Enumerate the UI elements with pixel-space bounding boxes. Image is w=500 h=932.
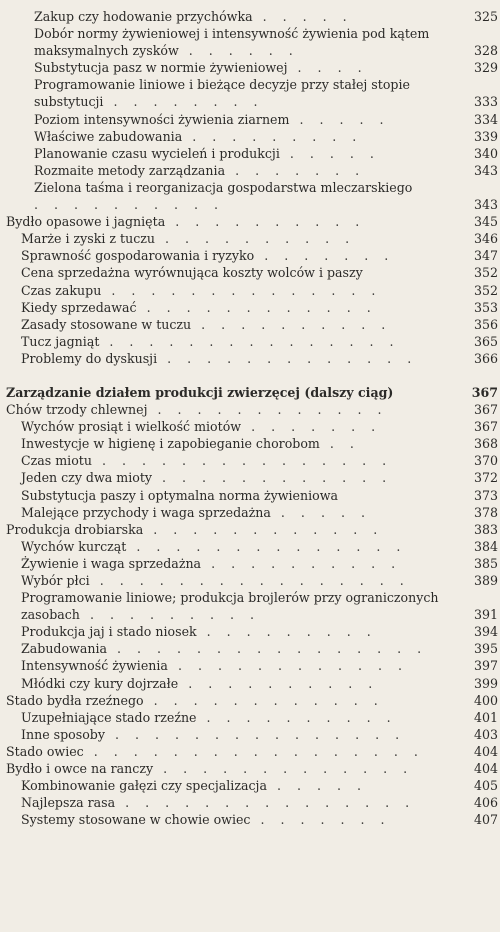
page-number: 389 bbox=[473, 573, 498, 588]
page-number: 343 bbox=[473, 197, 498, 213]
toc-entry bbox=[0, 8, 500, 25]
dot-leader: . . . . . . . . . . . . bbox=[143, 521, 384, 537]
page-number: 325 bbox=[473, 9, 498, 24]
dot-leader: . . . . bbox=[287, 60, 368, 76]
toc-entry bbox=[0, 487, 500, 504]
page-number: 367 bbox=[473, 402, 498, 418]
dot-leader: . . bbox=[319, 436, 360, 452]
page-number: 346 bbox=[473, 231, 498, 247]
page-number: 329 bbox=[473, 60, 498, 76]
toc-entry bbox=[0, 538, 500, 555]
page-number: 333 bbox=[473, 94, 498, 110]
entry-title: Intensywność żywienia bbox=[21, 658, 168, 674]
entry-title: Sprawność gospodarowania i ryzyko bbox=[21, 248, 255, 264]
entry-title: Uzupełniające stado rzeźne bbox=[21, 709, 197, 725]
toc-entry bbox=[0, 230, 500, 247]
page-number: 372 bbox=[473, 470, 498, 486]
entry-title: Właściwe zabudowania bbox=[34, 128, 183, 144]
entry-title: Produkcja drobiarska bbox=[6, 521, 144, 537]
toc-entry bbox=[0, 76, 500, 110]
toc-entry bbox=[0, 572, 500, 589]
toc-entry bbox=[0, 316, 500, 333]
toc-entry bbox=[0, 282, 500, 299]
page-number: 404 bbox=[473, 761, 498, 777]
toc-entry bbox=[0, 589, 500, 623]
entry-title: Marże i zyski z tuczu bbox=[21, 231, 156, 247]
page-number: 385 bbox=[473, 555, 498, 571]
dot-leader: . . . . . . . . . . . . bbox=[143, 692, 384, 708]
entry-title: Wybór płci bbox=[21, 573, 90, 588]
toc-entry bbox=[0, 811, 500, 828]
entry-title: Malejące przychody i waga sprzedażna bbox=[21, 504, 271, 520]
toc-section-entry bbox=[0, 401, 500, 418]
entry-title: Jeden czy dwa mioty bbox=[21, 470, 153, 486]
page-number: 404 bbox=[473, 743, 498, 759]
dot-leader: . . . . . bbox=[252, 9, 353, 24]
toc-entry bbox=[0, 25, 500, 59]
toc-section-entry bbox=[0, 692, 500, 709]
dot-leader: . . . . . bbox=[266, 778, 367, 794]
entry-title: Dobór normy żywieniowej i intensywność żywienia pod kątem maksymalnych zysków bbox=[34, 26, 430, 59]
dot-leader: . . . . . . . . . . bbox=[34, 197, 225, 213]
page-number: 384 bbox=[473, 538, 498, 554]
dot-leader: . . . . . bbox=[270, 504, 371, 520]
page-number: 334 bbox=[473, 111, 498, 127]
entry-title: Wychów kurcząt bbox=[21, 538, 127, 554]
toc-entry bbox=[0, 128, 500, 145]
toc-entry bbox=[0, 350, 500, 367]
entry-title: Kiedy sprzedawać bbox=[21, 299, 137, 315]
dot-leader: . . . . . . . bbox=[225, 162, 366, 178]
page-number: 405 bbox=[473, 778, 498, 794]
entry-title: Substytucja pasz w normie żywieniowej bbox=[34, 60, 288, 76]
entry-title: Planowanie czasu wycieleń i produkcji bbox=[34, 145, 280, 161]
entry-title: Zabudowania bbox=[21, 641, 108, 657]
page-number: 397 bbox=[473, 658, 498, 674]
page-number: 339 bbox=[473, 128, 498, 144]
toc-entry bbox=[0, 504, 500, 521]
page-number: 373 bbox=[473, 487, 498, 503]
page-number: 378 bbox=[473, 504, 498, 520]
entry-title: Poziom intensywności żywienia ziarnem bbox=[34, 111, 290, 127]
page-number: 403 bbox=[473, 726, 498, 742]
toc-entry bbox=[0, 299, 500, 316]
dot-leader: . . . . . . . . bbox=[103, 94, 264, 110]
dot-leader: . . . . . . . . . . . . . bbox=[157, 350, 418, 366]
dot-leader: . . . . . . . . . . . . . . . . . bbox=[83, 743, 424, 759]
toc-entry bbox=[0, 162, 500, 179]
dot-leader: . . . . . . . . . . bbox=[178, 675, 379, 691]
dot-leader: . . . . . . . . . . bbox=[196, 709, 397, 725]
page-number: 383 bbox=[473, 521, 498, 537]
page-number: 356 bbox=[473, 316, 498, 332]
toc-entry bbox=[0, 709, 500, 726]
page-number: 395 bbox=[473, 641, 498, 657]
page-number: 352 bbox=[473, 265, 498, 281]
dot-leader: . . . . . . . . . . . . . . . bbox=[99, 333, 400, 349]
toc-entry bbox=[0, 145, 500, 162]
dot-leader: . . . . . . . . . . bbox=[201, 555, 402, 571]
entry-title: Systemy stosowane w chowie owiec bbox=[21, 812, 251, 828]
dot-leader: . . . . . . . . . . bbox=[191, 316, 392, 332]
dot-leader: . . . . . . . . . . . . . . . bbox=[115, 795, 416, 811]
page-number: 391 bbox=[473, 607, 498, 623]
toc-entry bbox=[0, 469, 500, 486]
entry-title: Najlepsza rasa bbox=[21, 795, 116, 811]
entry-title: Inwestycje w higienę i zapobieganie chorobom bbox=[21, 436, 320, 452]
dot-leader: . . . . . . . . . bbox=[79, 607, 260, 623]
entry-title: Chów trzody chlewnej bbox=[6, 402, 148, 418]
page-number: 340 bbox=[473, 145, 498, 161]
page-number: 370 bbox=[473, 453, 498, 469]
toc-entry bbox=[0, 264, 500, 281]
dot-leader: . . . . . . . . . . . . bbox=[136, 299, 377, 315]
dot-leader: . . . . . . . . . . bbox=[165, 214, 366, 230]
page-number: 345 bbox=[473, 214, 498, 230]
toc-entry bbox=[0, 726, 500, 743]
page-number: 352 bbox=[473, 282, 498, 298]
dot-leader: . . . . . . . . . . bbox=[155, 231, 356, 247]
entry-title: Cena sprzedażna wyrównująca koszty wolców i paszy bbox=[21, 265, 363, 281]
toc-section-entry bbox=[0, 213, 500, 230]
page-number: 394 bbox=[473, 624, 498, 640]
dot-leader: . . . . . . . . . . . . bbox=[147, 402, 388, 418]
page-number: 399 bbox=[473, 675, 498, 691]
entry-title: Problemy do dyskusji bbox=[21, 350, 158, 366]
dot-leader: . . . . . . . . . bbox=[182, 128, 363, 144]
page-number: 366 bbox=[473, 350, 498, 366]
toc-entry bbox=[0, 777, 500, 794]
page-number: 367 bbox=[473, 419, 498, 435]
toc-entry bbox=[0, 623, 500, 640]
toc-section-entry bbox=[0, 521, 500, 538]
toc-section-entry bbox=[0, 743, 500, 760]
dot-leader: . . . . . . . . . bbox=[196, 624, 377, 640]
toc-entry bbox=[0, 179, 500, 213]
dot-leader: . . . . . . . . . . . . . . . bbox=[91, 453, 393, 469]
entry-title: Stado owiec bbox=[6, 743, 84, 759]
toc-section-entry bbox=[0, 384, 500, 401]
toc-entry bbox=[0, 640, 500, 657]
dot-leader: . . . . . . . bbox=[241, 419, 382, 435]
entry-title: Stado bydła rzeźnego bbox=[6, 692, 144, 708]
toc-entry bbox=[0, 111, 500, 128]
dot-leader: . . . . . . . . . . . . bbox=[167, 658, 409, 674]
toc-entry bbox=[0, 247, 500, 264]
page-number: 407 bbox=[473, 812, 498, 828]
entry-title: Zarządzanie działem produkcji zwierzęcej (dalszy ciąg) bbox=[6, 384, 394, 400]
dot-leader: . . . . . . . . . . . . . . bbox=[101, 282, 382, 298]
entry-title: Programowanie liniowe i bieżące decyzje przy stałej stopie substytucji bbox=[34, 77, 410, 110]
page-number: 328 bbox=[473, 43, 498, 59]
entry-title: Kombinowanie gałęzi czy specjalizacja bbox=[21, 778, 267, 794]
page-number: 368 bbox=[473, 436, 498, 452]
toc-entry bbox=[0, 794, 500, 811]
toc-entry bbox=[0, 435, 500, 452]
page-number: 347 bbox=[473, 248, 498, 264]
page-number: 343 bbox=[473, 162, 498, 178]
entry-title: Programowanie liniowe; produkcja brojlerów przy ograniczonych zasobach bbox=[21, 590, 439, 623]
entry-title: Bydło opasowe i jagnięta bbox=[6, 214, 166, 230]
dot-leader: . . . . . . . . . . . . bbox=[152, 470, 393, 486]
entry-title: Czas zakupu bbox=[21, 282, 102, 298]
page-number: 367 bbox=[471, 384, 498, 400]
section-gap bbox=[0, 367, 500, 384]
entry-title: Wychów prosiąt i wielkość miotów bbox=[21, 419, 242, 435]
page-number: 406 bbox=[473, 795, 498, 811]
dot-leader: . . . . . . . . . . . . . . . bbox=[104, 726, 406, 742]
toc-section-entry bbox=[0, 760, 500, 777]
toc-entry bbox=[0, 452, 500, 469]
page-number: 365 bbox=[473, 333, 498, 349]
dot-leader: . . . . . . . . . . . . . . . . bbox=[107, 641, 428, 657]
dot-leader: . . . . . . . . . . . . . . . . bbox=[89, 573, 410, 588]
entry-title: Czas miotu bbox=[21, 453, 92, 469]
page-number: 401 bbox=[473, 709, 498, 725]
dot-leader: . . . . . . . . . . . . . bbox=[153, 761, 414, 777]
toc-entry bbox=[0, 333, 500, 350]
toc-entry bbox=[0, 59, 500, 76]
entry-title: Zakup czy hodowanie przychówka bbox=[34, 9, 253, 24]
entry-title: Żywienie i waga sprzedażna bbox=[21, 555, 202, 571]
table-of-contents bbox=[0, 8, 500, 828]
entry-title: Młódki czy kury dojrzałe bbox=[21, 675, 179, 691]
toc-entry bbox=[0, 555, 500, 572]
toc-entry bbox=[0, 675, 500, 692]
dot-leader: . . . . . . bbox=[178, 43, 299, 59]
entry-title: Tucz jagniąt bbox=[21, 333, 100, 349]
entry-title: Inne sposoby bbox=[21, 726, 105, 742]
dot-leader: . . . . . . . bbox=[254, 248, 395, 264]
dot-leader: . . . . . bbox=[279, 145, 380, 161]
dot-leader: . . . . . . . . . . . . . . bbox=[126, 538, 407, 554]
entry-title: Zielona taśma i reorganizacja gospodarstwa mleczarskiego bbox=[34, 179, 413, 195]
dot-leader: . . . . . . . bbox=[250, 812, 391, 828]
page-number: 400 bbox=[473, 692, 498, 708]
page-number: 353 bbox=[473, 299, 498, 315]
dot-leader: . . . . . bbox=[289, 111, 390, 127]
toc-entry bbox=[0, 418, 500, 435]
entry-title: Produkcja jaj i stado niosek bbox=[21, 624, 197, 640]
entry-title: Zasady stosowane w tuczu bbox=[21, 316, 192, 332]
entry-title: Substytucja paszy i optymalna norma żywieniowa bbox=[21, 487, 339, 503]
toc-entry bbox=[0, 657, 500, 674]
entry-title: Rozmaite metody zarządzania bbox=[34, 162, 226, 178]
entry-title: Bydło i owce na ranczy bbox=[6, 761, 154, 777]
